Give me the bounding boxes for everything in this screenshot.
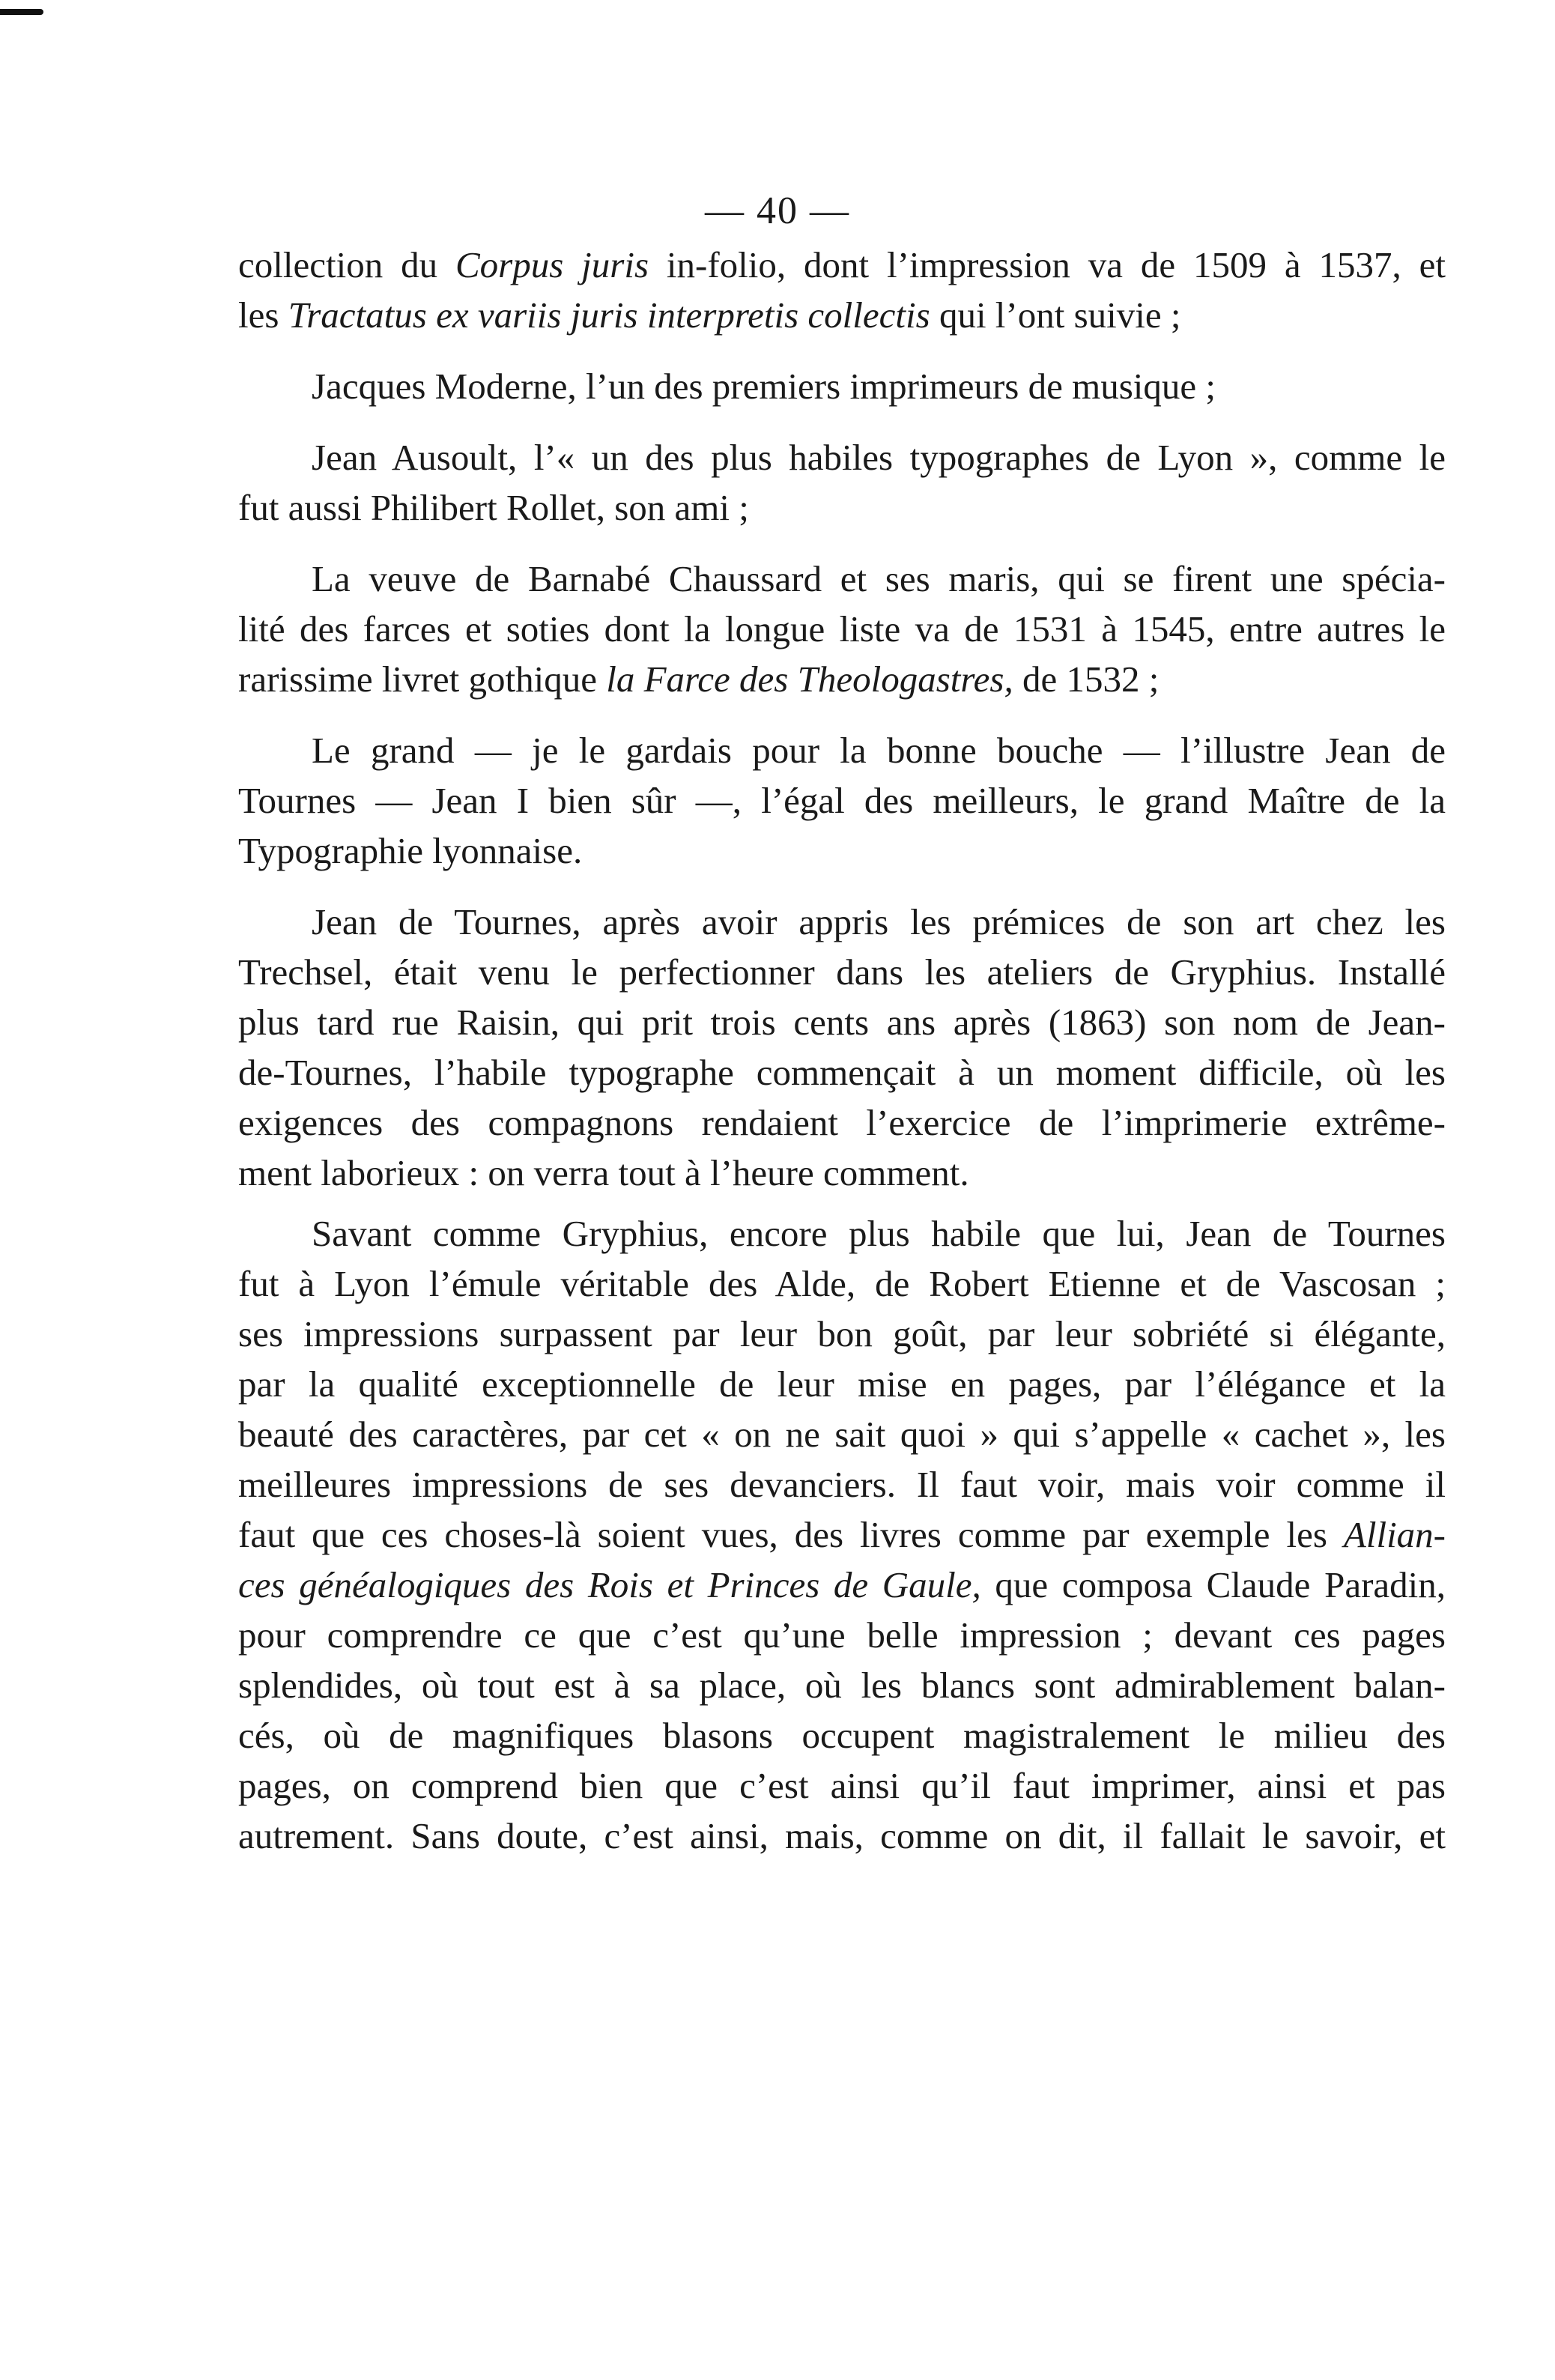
- text-line: [238, 361, 1446, 411]
- text-line: [238, 654, 1446, 704]
- italic-text: Allian-: [1343, 1514, 1446, 1555]
- text-run: collection du: [238, 244, 455, 285]
- italic-text: la Farce des Theologastres,: [606, 658, 1013, 700]
- text-run: autrement. Sans doute, c’est ainsi, mais, comme on dit, il fallait le savoir, et: [238, 1815, 1446, 1856]
- text-line: [238, 1259, 1446, 1309]
- text-run: Jean Ausoult, l’« un des plus habiles typographes de Lyon », comme le: [312, 437, 1446, 478]
- paragraph-spacer: [238, 533, 1446, 554]
- body-text: [238, 240, 1446, 1861]
- text-line: [238, 1148, 1446, 1198]
- text-line: [238, 1610, 1446, 1660]
- text-line: [238, 1047, 1446, 1097]
- text-line: [238, 1710, 1446, 1760]
- text-run: lité des farces et soties dont la longue liste va de 1531 à 1545, entre autres le: [238, 608, 1446, 649]
- text-run: Tournes — Jean I bien sûr —, l’égal des meilleurs, le grand Maître de la: [238, 780, 1446, 821]
- text-run: fut aussi Philibert Rollet, son ami ;: [238, 487, 749, 528]
- text-line: [238, 775, 1446, 826]
- text-line: [238, 1097, 1446, 1148]
- text-run: La veuve de Barnabé Chaussard et ses maris, qui se firent une spécia-: [312, 558, 1446, 599]
- text-line: [238, 897, 1446, 947]
- text-run: pages, on comprend bien que c’est ainsi qu’il faut imprimer, ainsi et pas: [238, 1765, 1446, 1806]
- page-number: — 40 —: [705, 190, 850, 232]
- text-line: [238, 1560, 1446, 1610]
- text-line: [238, 1510, 1446, 1560]
- text-run: Le grand — je le gardais pour la bonne bouche — l’illustre Jean de: [312, 730, 1446, 771]
- paragraph: [238, 897, 1446, 1198]
- text-run: Savant comme Gryphius, encore plus habile que lui, Jean de Tournes: [312, 1213, 1446, 1254]
- text-run: exigences des compagnons rendaient l’exercice de l’imprimerie extrême-: [238, 1102, 1446, 1143]
- text-run: les: [238, 294, 288, 336]
- text-line: [238, 1459, 1446, 1510]
- text-run: que composa Claude Paradin,: [980, 1564, 1446, 1605]
- paragraph-spacer: [238, 411, 1446, 432]
- paragraph-spacer: [238, 876, 1446, 897]
- text-line: [238, 826, 1446, 876]
- paragraph: [238, 554, 1446, 704]
- text-run: par la qualité exceptionnelle de leur mise en pages, par l’élégance et la: [238, 1363, 1446, 1405]
- text-run: Jacques Moderne, l’un des premiers imprimeurs de musique ;: [312, 366, 1216, 407]
- text-run: meilleures impressions de ses devanciers. Il faut voir, mais voir comme il: [238, 1464, 1446, 1505]
- paragraph: [238, 432, 1446, 533]
- text-line: [238, 1811, 1446, 1861]
- text-run: rarissime livret gothique: [238, 658, 607, 700]
- text-line: [238, 554, 1446, 604]
- text-run: Typographie lyonnaise.: [238, 830, 583, 871]
- text-line: [238, 432, 1446, 482]
- text-run: de 1532 ;: [1013, 658, 1160, 700]
- text-run: cés, où de magnifiques blasons occupent magistralement le milieu des: [238, 1715, 1446, 1756]
- text-run: beauté des caractères, par cet « on ne sait quoi » qui s’appelle « cachet », les: [238, 1414, 1446, 1455]
- paragraph-spacer: [238, 704, 1446, 725]
- paragraph: [238, 1208, 1446, 1861]
- text-line: [238, 1208, 1446, 1259]
- text-line: [238, 1359, 1446, 1409]
- paragraph: [238, 725, 1446, 876]
- text-run: pour comprendre ce que c’est qu’une belle impression ; devant ces pages: [238, 1614, 1446, 1656]
- corner-mark: [0, 9, 43, 15]
- text-line: [238, 1660, 1446, 1710]
- text-line: [238, 482, 1446, 533]
- text-run: fut à Lyon l’émule véritable des Alde, de Robert Etienne et de Vascosan ;: [238, 1263, 1446, 1304]
- text-run: splendides, où tout est à sa place, où les blancs sont admirablement balan-: [238, 1665, 1446, 1706]
- text-run: faut que ces choses-là soient vues, des livres comme par exemple les: [238, 1514, 1344, 1555]
- paragraph-spacer: [238, 1198, 1446, 1208]
- paragraph: [238, 240, 1446, 340]
- text-run: in-folio, dont l’impression va de 1509 à 1537, et: [649, 244, 1446, 285]
- text-run: ment laborieux : on verra tout à l’heure comment.: [238, 1152, 969, 1193]
- text-run: de-Tournes, l’habile typographe commençait à un moment difficile, où les: [238, 1052, 1446, 1093]
- text-line: [238, 604, 1446, 654]
- italic-text: ces généalogiques des Rois et Princes de Gaule,: [238, 1564, 981, 1605]
- text-run: Jean de Tournes, après avoir appris les prémices de son art chez les: [312, 901, 1446, 942]
- text-line: [238, 725, 1446, 775]
- text-line: [238, 997, 1446, 1047]
- text-line: [238, 947, 1446, 997]
- text-line: [238, 1760, 1446, 1811]
- text-line: [238, 240, 1446, 290]
- paragraph-spacer: [238, 340, 1446, 361]
- text-line: [238, 1309, 1446, 1359]
- paragraph: [238, 361, 1446, 411]
- text-run: qui l’ont suivie ;: [930, 294, 1181, 336]
- text-run: ses impressions surpassent par leur bon goût, par leur sobriété si élégante,: [238, 1313, 1446, 1354]
- text-run: Trechsel, était venu le perfectionner dans les ateliers de Gryphius. Installé: [238, 951, 1446, 993]
- text-run: plus tard rue Raisin, qui prit trois cents ans après (1863) son nom de Jean-: [238, 1002, 1446, 1043]
- text-line: [238, 1409, 1446, 1459]
- italic-text: Corpus juris: [455, 244, 649, 285]
- text-line: [238, 290, 1446, 340]
- italic-text: Tractatus ex variis juris interpretis collectis: [288, 294, 930, 336]
